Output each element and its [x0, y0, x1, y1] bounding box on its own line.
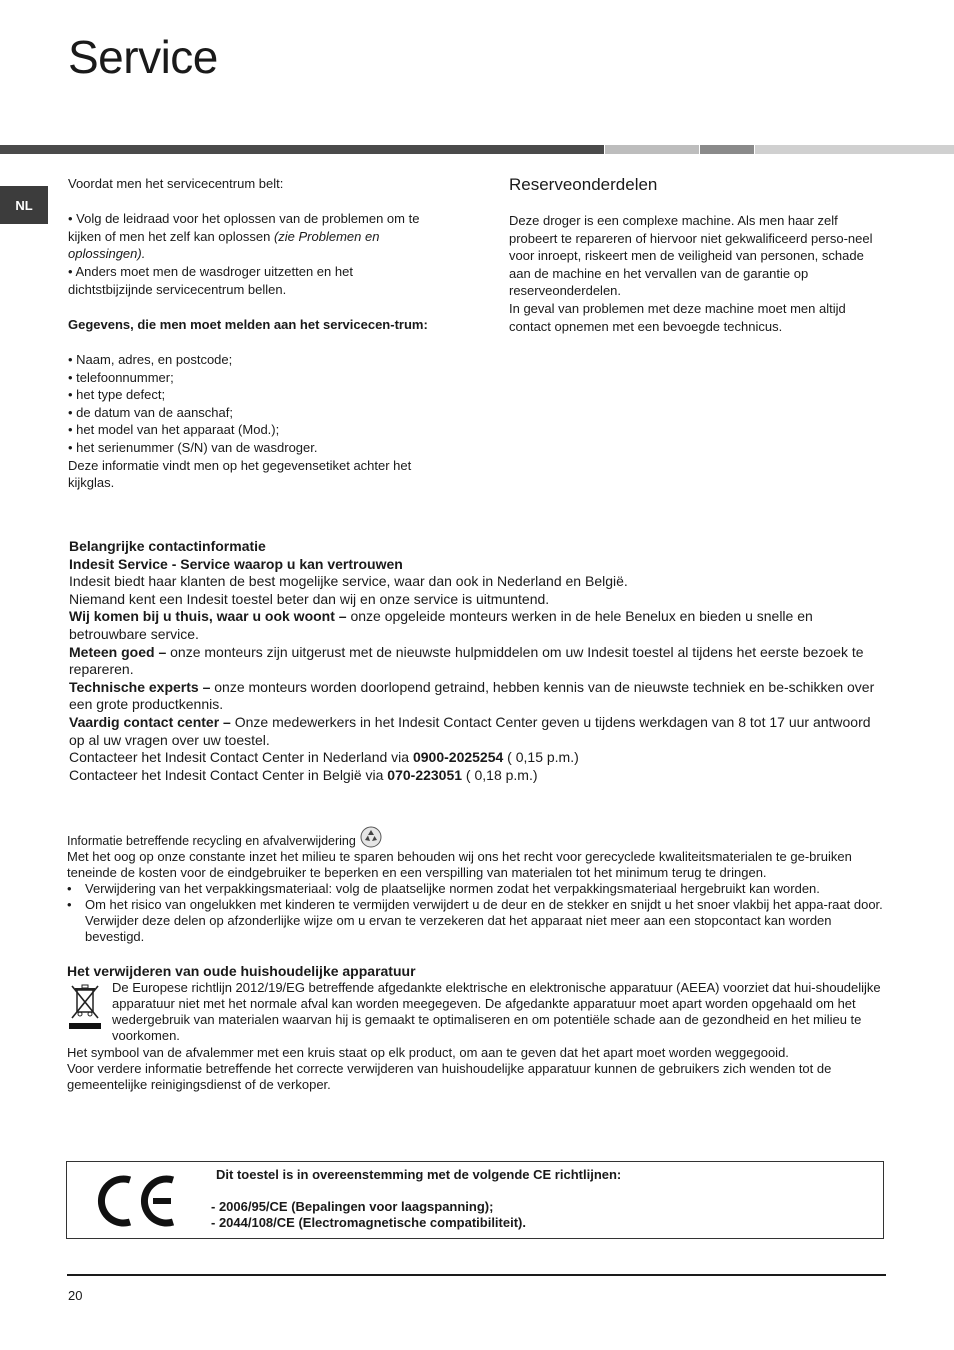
weee-para-3: Voor verdere informatie betreffende het correcte verwijderen van huishoudelijke apparatuur kunnen de gebruikers zich wenden tot de gemeentelijke reinigingsdienst of de verkoper.	[67, 1061, 832, 1092]
data-note: Deze informatie vindt men op het gegevensetiket achter het kijkglas.	[68, 457, 412, 491]
data-item: • Naam, adres, en postcode;	[68, 351, 233, 367]
phone-nl: 0900-2025254	[412, 749, 504, 766]
page-number: 20	[68, 1288, 83, 1303]
left-column	[68, 175, 440, 492]
data-item: • het type defect;	[68, 387, 166, 403]
recycling-para: Met het oog op onze constante inzet het milieu te sparen behouden wij ons het recht voor gerecyclede kwaliteitsmaterialen te ge-bruiken teneinde de kosten voor de eindgebruiker te beperken en een verspilling van materialen tot het minimum terug te dringen.	[67, 849, 852, 880]
spare-parts-para-1: Deze droger is een complexe machine. Als men haar zelf probeert te repareren of hiervoor niet gekwalificeerd perso-neel voor inroept, riskeert men de veiligheid van personen, schade aan de machine en het vervallen van de garantie op reserveonderdelen.	[509, 213, 873, 299]
weee-text	[112, 980, 882, 1044]
before-call-bullet-1: • Volg de leidraad voor het oplossen van de problemen om te kijken of men het zelf kan oplossen (zie Problemen en oplossingen).	[68, 211, 420, 262]
recycling-heading: Informatie betreffende recycling en afvalverwijdering	[67, 833, 887, 849]
ce-mark-icon	[97, 1172, 177, 1230]
ce-text	[211, 1167, 621, 1231]
contact-item: Vaardig contact center – Onze medewerkers in het Indesit Contact Center geven u tijdens werkdagen van 8 tot 17 uur antwoord op al uw vragen over uw toestel.	[69, 713, 871, 748]
footer-rule	[67, 1274, 886, 1276]
weee-para-2: Het symbool van de afvalemmer met een kruis staat op elk product, om aan te geven dat het apart moet worden weggegooid.	[67, 1045, 789, 1060]
contact-subheading: Indesit Service - Service waarop u kan vertrouwen	[69, 555, 403, 572]
contact-item: Wij komen bij u thuis, waar u ook woont – onze opgeleide monteurs werken in de hele Benelux en bieden u snelle en betrouwbare service.	[69, 608, 813, 642]
data-item: • de datum van de aanschaf;	[68, 404, 233, 420]
data-heading: Gegevens, die men moet melden aan het servicecen-trum:	[68, 316, 428, 332]
contact-heading: Belangrijke contactinformatie	[69, 538, 266, 554]
right-column	[509, 212, 881, 335]
crossed-bin-icon	[66, 980, 104, 1032]
data-item: • het model van het apparaat (Mod.);	[68, 422, 280, 438]
recycle-icon	[360, 826, 382, 848]
contact-section	[69, 538, 889, 784]
header-bar-mid	[700, 145, 754, 154]
header-bar-light-1	[605, 145, 699, 154]
data-item: • het serienummer (S/N) van de wasdroger.	[68, 439, 318, 455]
ce-compliance-box	[66, 1161, 884, 1239]
before-call-bullet-2: • Anders moet men de wasdroger uitzetten en het dichtstbijzijnde servicecentrum bellen.	[68, 263, 353, 297]
recycling-section	[67, 833, 887, 945]
weee-after	[67, 1045, 887, 1093]
contact-intro-1: Indesit biedt haar klanten de best mogelijke service, waar dan ook in Nederland en België.	[69, 573, 628, 590]
ce-line-3: - 2044/108/CE (Electromagnetische compatibiliteit).	[211, 1215, 526, 1230]
recycling-bullet: • Verwijdering van het verpakkingsmateriaal: volg de plaatselijke normen zodat het verpakkingsmateriaal hergebruikt kan worden.	[67, 881, 820, 896]
contact-intro-2: Niemand kent een Indesit toestel beter dan wij en onze service is uitmuntend.	[69, 590, 550, 607]
header-bar-dark	[0, 145, 604, 154]
recycling-bullet: • Om het risico van ongelukken met kinderen te vermijden verwijdert u de deur en de stekker en snijdt u het snoer vlakbij het appa-raat door. Verwijder deze delen op afzonderlijke wijze om u ervan te verzekeren dat het apparaat niet meer aan een stopcontact kan worden bevestigd.	[67, 897, 883, 944]
ce-line-1: Dit toestel is in overeenstemming met de volgende CE richtlijnen:	[216, 1167, 622, 1182]
weee-para-1: De Europese richtlijn 2012/19/EG betreffende afgedankte elektrische en elektronische apparatuur (AEEA) voorziet dat hui-shoudelijke apparatuur niet met het normale afval kan worden meegegeven. De afgedankte apparatuur moet apart worden opgehaald om het wedergebruik van materialen waarvan hij is gemaakt te optimaliseren en om potentiële schade aan de gezondheid en het milieu te voorkomen.	[112, 980, 881, 1043]
weee-heading: Het verwijderen van oude huishoudelijke apparatuur	[67, 963, 416, 979]
spare-parts-para-2: In geval van problemen met deze machine moet men altijd contact opnemen met een bevoegde technicus.	[509, 300, 846, 334]
spare-parts-heading: Reserveonderdelen	[509, 175, 658, 194]
ce-line-2: - 2006/95/CE (Bepalingen voor laagspanning);	[211, 1199, 494, 1214]
contact-item: Meteen goed – onze monteurs zijn uitgerust met de nieuwste hulpmiddelen om uw Indesit toestel al tijdens het eerste bezoek te repareren.	[69, 643, 864, 678]
phone-be: 070-223051	[387, 766, 463, 783]
contact-nl: Contacteer het Indesit Contact Center in Nederland via 0900-2025254 ( 0,15 p.m.)	[69, 749, 579, 766]
language-tab: NL	[0, 186, 48, 224]
before-call-heading: Voordat men het servicecentrum belt:	[68, 176, 284, 191]
data-item: • telefoonnummer;	[68, 369, 174, 385]
page-title: Service	[68, 31, 218, 83]
contact-be: Contacteer het Indesit Contact Center in België via 070-223051 ( 0,18 p.m.)	[69, 766, 538, 783]
contact-item: Technische experts – onze monteurs worden doorlopend getraind, hebben kennis van de nieuwste techniek en be-schikken over een grote productkennis.	[69, 678, 875, 713]
header-bar-light-2	[755, 145, 954, 154]
